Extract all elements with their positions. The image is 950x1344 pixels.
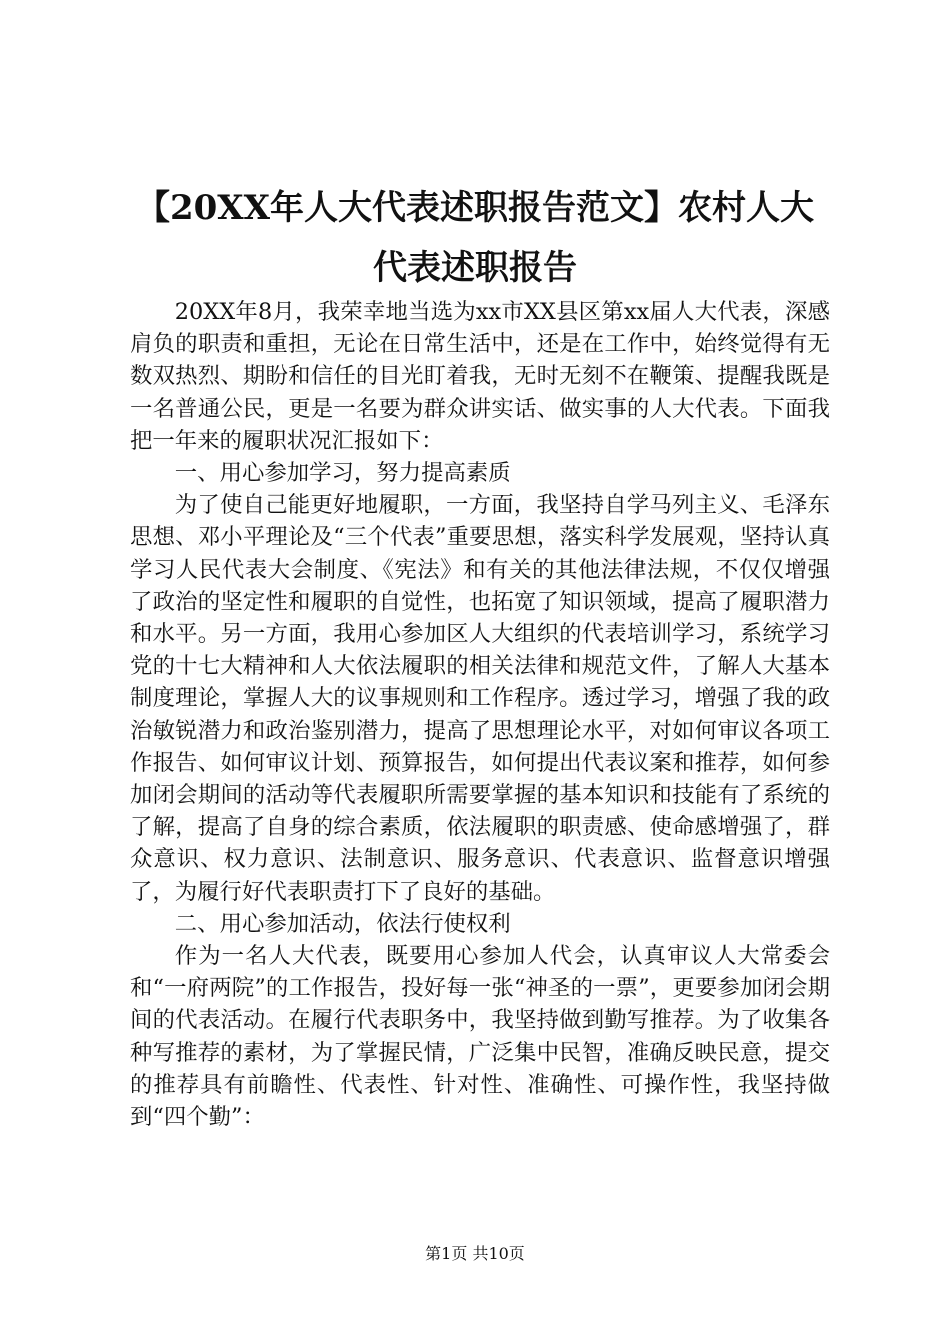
paragraph-study: 为了使自己能更好地履职，一方面，我坚持自学马列主义、毛泽东思想、邓小平理论及“三个代表”重要思想，落实科学发展观，坚持认真学习人民代表大会制度、《宪法》和有关的其他法律法规，不仅仅增强了政治的坚定性和履职的自觉性，也拓宽了知识领域，提高了履职潜力和水平。另一方面，我用心参加区人大组织的代表培训学习，系统学习党的十七大精神和人大依法履职的相关法律和规范文件，了解人大基本制度理论，掌握人大的议事规则和工作程序。透过学习，增强了我的政治敏锐潜力和政治鉴别潜力，提高了思想理论水平，对如何审议各项工作报告、如何审议计划、预算报告，如何提出代表议案和推荐，如何参加闭会期间的活动等代表履职所需要掌握的基本知识和技能有了系统的了解，提高了自身的综合素质，依法履职的职责感、使命感增强了，群众意识、权力意识、法制意识、服务意识、代表意识、监督意识增强了，为履行好代表职责打下了良好的基础。 — [130, 492, 830, 905]
paragraph-activities: 作为一名人大代表，既要用心参加人代会，认真审议人大常委会和“一府两院”的工作报告，投好每一张“神圣的一票”，更要参加闭会期间的代表活动。在履行代表职务中，我坚持做到勤写推荐。为了收集各种写推荐的素材，为了掌握民情，广泛集中民智，准确反映民意，提交的推荐具有前瞻性、代表性、针对性、准确性、可操作性，我坚持做到“四个勤”： — [130, 943, 830, 1131]
document-title: 【20XX年人大代表述职报告范文】农村人大代表述职报告 — [135, 188, 815, 288]
paragraph-intro: 20XX年8月，我荣幸地当选为xx市XX县区第xx届人大代表，深感肩负的职责和重担，无论在日常生活中，还是在工作中，始终觉得有无数双热烈、期盼和信任的目光盯着我，无时无刻不在鞭策、提醒我既是一名普通公民，更是一名要为群众讲实话、做实事的人大代表。下面我把一年来的履职状况汇报如下： — [130, 299, 830, 454]
section-heading-2: 二、用心参加活动，依法行使权利 — [174, 910, 511, 937]
section-heading-1: 一、用心参加学习，努力提高素质 — [174, 460, 511, 487]
page-footer: 第1页 共10页 — [425, 1244, 525, 1263]
document-body — [130, 296, 830, 1133]
